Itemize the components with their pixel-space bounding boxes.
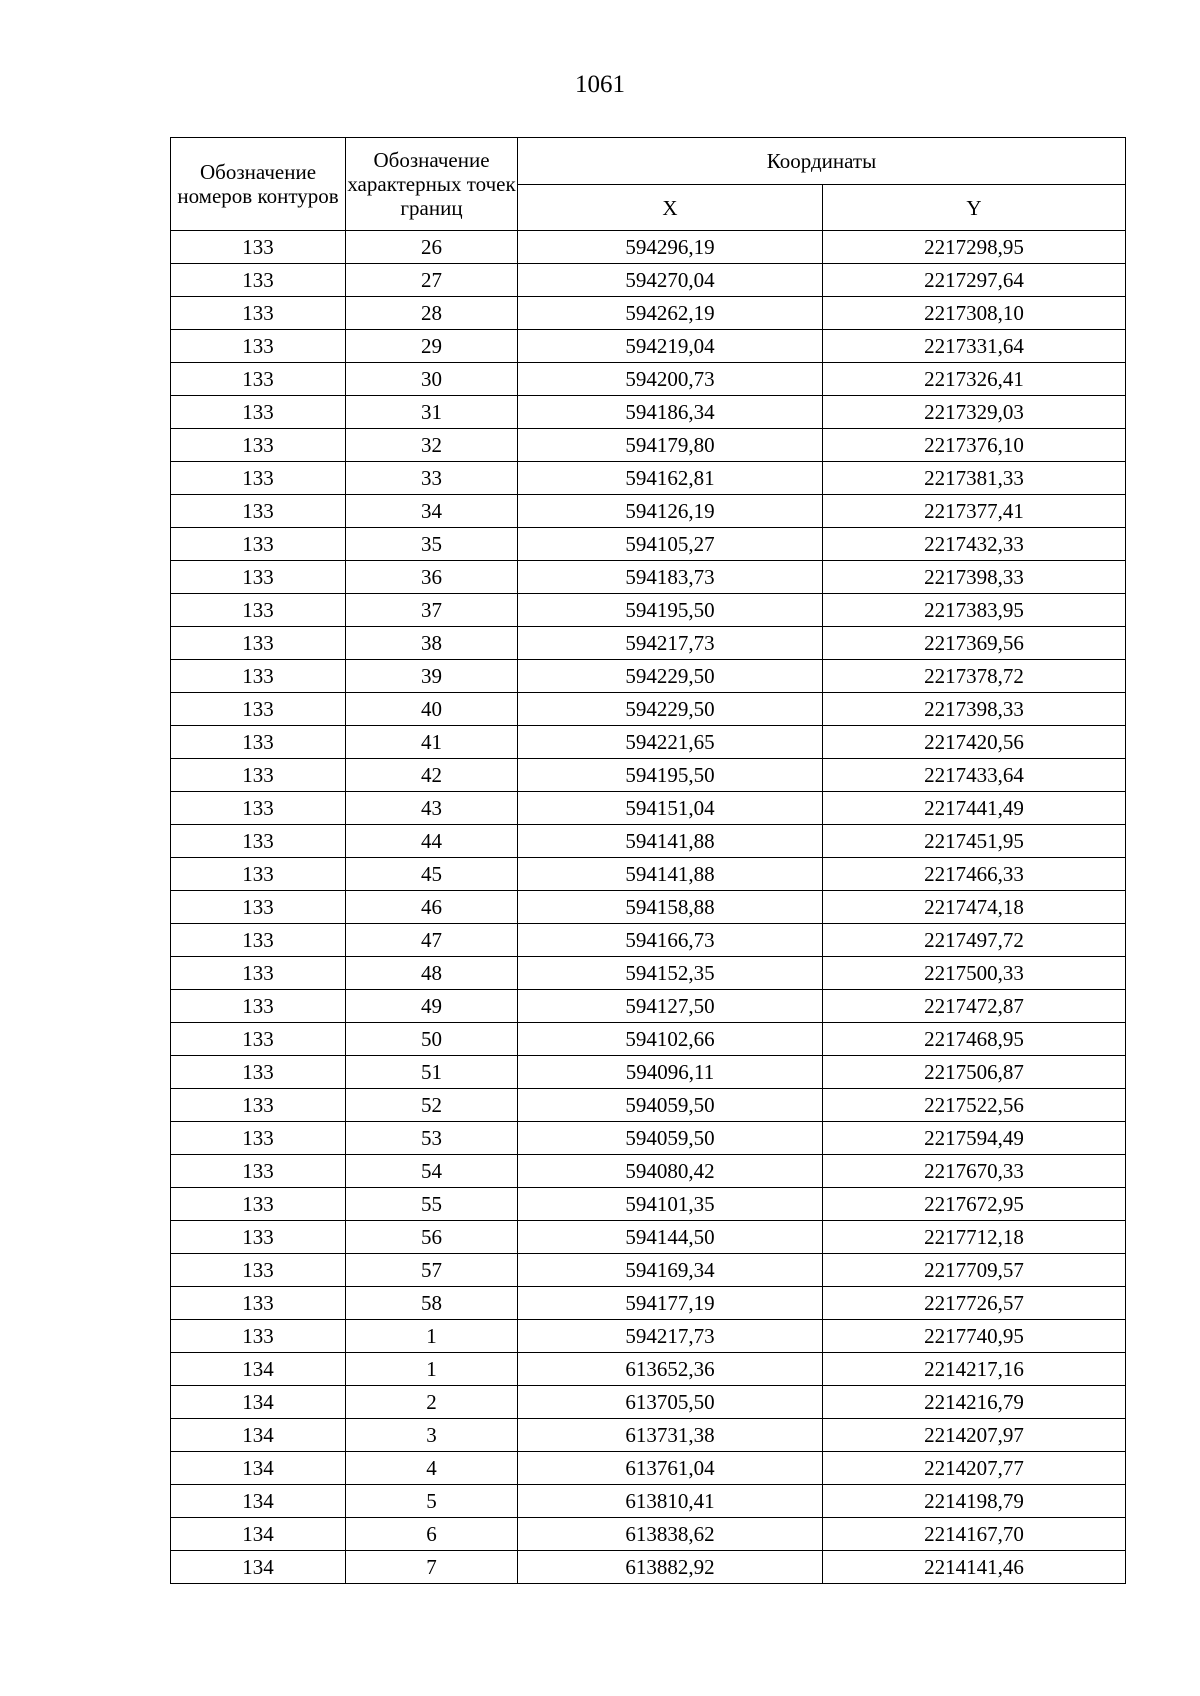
point-number-cell: 27: [346, 264, 518, 297]
x-coordinate-cell: 594059,50: [518, 1089, 823, 1122]
contour-number-cell: 133: [171, 924, 346, 957]
contour-number-cell: 133: [171, 363, 346, 396]
table-row: [171, 759, 1126, 792]
table-row: [171, 990, 1126, 1023]
x-coordinate-cell: 594105,27: [518, 528, 823, 561]
y-coordinate-cell: 2217740,95: [823, 1320, 1126, 1353]
point-number-cell: 36: [346, 561, 518, 594]
x-coordinate-cell: 594126,19: [518, 495, 823, 528]
x-coordinate-cell: 594141,88: [518, 825, 823, 858]
point-number-cell: 54: [346, 1155, 518, 1188]
point-number-cell: 50: [346, 1023, 518, 1056]
table-row: [171, 1155, 1126, 1188]
y-coordinate-cell: 2217500,33: [823, 957, 1126, 990]
x-coordinate-cell: 594151,04: [518, 792, 823, 825]
contour-number-cell: 133: [171, 297, 346, 330]
x-coordinate-cell: 594200,73: [518, 363, 823, 396]
x-coordinate-cell: 613761,04: [518, 1452, 823, 1485]
table-row: [171, 429, 1126, 462]
contour-number-cell: 133: [171, 1023, 346, 1056]
point-number-cell: 38: [346, 627, 518, 660]
contour-number-cell: 134: [171, 1551, 346, 1584]
contour-number-cell: 133: [171, 792, 346, 825]
contour-number-cell: 134: [171, 1485, 346, 1518]
point-number-cell: 57: [346, 1254, 518, 1287]
y-coordinate-cell: 2217468,95: [823, 1023, 1126, 1056]
point-number-cell: 34: [346, 495, 518, 528]
point-number-cell: 40: [346, 693, 518, 726]
contour-number-cell: 134: [171, 1518, 346, 1551]
contour-number-cell: 133: [171, 264, 346, 297]
header-y: Y: [823, 185, 1126, 231]
table-body: [171, 231, 1126, 1584]
table-row: [171, 693, 1126, 726]
table-row: [171, 363, 1126, 396]
y-coordinate-cell: 2214207,77: [823, 1452, 1126, 1485]
point-number-cell: 30: [346, 363, 518, 396]
point-number-cell: 39: [346, 660, 518, 693]
y-coordinate-cell: 2217378,72: [823, 660, 1126, 693]
point-number-cell: 32: [346, 429, 518, 462]
x-coordinate-cell: 594096,11: [518, 1056, 823, 1089]
table-row: [171, 957, 1126, 990]
x-coordinate-cell: 613810,41: [518, 1485, 823, 1518]
contour-number-cell: 133: [171, 825, 346, 858]
x-coordinate-cell: 594229,50: [518, 693, 823, 726]
x-coordinate-cell: 613731,38: [518, 1419, 823, 1452]
y-coordinate-cell: 2217522,56: [823, 1089, 1126, 1122]
x-coordinate-cell: 594179,80: [518, 429, 823, 462]
contour-number-cell: 133: [171, 1320, 346, 1353]
y-coordinate-cell: 2217451,95: [823, 825, 1126, 858]
x-coordinate-cell: 594221,65: [518, 726, 823, 759]
contour-number-cell: 133: [171, 561, 346, 594]
point-number-cell: 37: [346, 594, 518, 627]
y-coordinate-cell: 2217308,10: [823, 297, 1126, 330]
point-number-cell: 48: [346, 957, 518, 990]
contour-number-cell: 134: [171, 1452, 346, 1485]
table-row: [171, 1023, 1126, 1056]
table-row: [171, 495, 1126, 528]
point-number-cell: 6: [346, 1518, 518, 1551]
contour-number-cell: 133: [171, 1155, 346, 1188]
y-coordinate-cell: 2214141,46: [823, 1551, 1126, 1584]
table-row: [171, 231, 1126, 264]
contour-number-cell: 133: [171, 1122, 346, 1155]
header-coordinates: Координаты: [518, 138, 1126, 185]
table-row: [171, 1287, 1126, 1320]
contour-number-cell: 133: [171, 231, 346, 264]
y-coordinate-cell: 2217432,33: [823, 528, 1126, 561]
x-coordinate-cell: 613838,62: [518, 1518, 823, 1551]
table-row: [171, 1419, 1126, 1452]
table-row: [171, 1551, 1126, 1584]
point-number-cell: 53: [346, 1122, 518, 1155]
x-coordinate-cell: 613882,92: [518, 1551, 823, 1584]
table-row: [171, 1056, 1126, 1089]
y-coordinate-cell: 2217594,49: [823, 1122, 1126, 1155]
contour-number-cell: 133: [171, 462, 346, 495]
table-row: [171, 1320, 1126, 1353]
y-coordinate-cell: 2217377,41: [823, 495, 1126, 528]
point-number-cell: 43: [346, 792, 518, 825]
table-row: [171, 297, 1126, 330]
table-row: [171, 1089, 1126, 1122]
table-row: [171, 1386, 1126, 1419]
y-coordinate-cell: 2214167,70: [823, 1518, 1126, 1551]
contour-number-cell: 133: [171, 660, 346, 693]
point-number-cell: 51: [346, 1056, 518, 1089]
header-contour-numbers: Обозначение номеров контуров: [171, 138, 346, 231]
table-row: [171, 594, 1126, 627]
x-coordinate-cell: 594177,19: [518, 1287, 823, 1320]
table-row: [171, 660, 1126, 693]
y-coordinate-cell: 2217383,95: [823, 594, 1126, 627]
table-row: [171, 462, 1126, 495]
y-coordinate-cell: 2217712,18: [823, 1221, 1126, 1254]
y-coordinate-cell: 2217329,03: [823, 396, 1126, 429]
x-coordinate-cell: 594152,35: [518, 957, 823, 990]
point-number-cell: 56: [346, 1221, 518, 1254]
y-coordinate-cell: 2217298,95: [823, 231, 1126, 264]
y-coordinate-cell: 2217398,33: [823, 561, 1126, 594]
x-coordinate-cell: 594296,19: [518, 231, 823, 264]
point-number-cell: 26: [346, 231, 518, 264]
y-coordinate-cell: 2217497,72: [823, 924, 1126, 957]
point-number-cell: 33: [346, 462, 518, 495]
table-row: [171, 528, 1126, 561]
y-coordinate-cell: 2214216,79: [823, 1386, 1126, 1419]
point-number-cell: 44: [346, 825, 518, 858]
coordinates-table: [170, 137, 1126, 1584]
point-number-cell: 41: [346, 726, 518, 759]
point-number-cell: 42: [346, 759, 518, 792]
x-coordinate-cell: 594102,66: [518, 1023, 823, 1056]
x-coordinate-cell: 594059,50: [518, 1122, 823, 1155]
table-row: [171, 1122, 1126, 1155]
x-coordinate-cell: 594127,50: [518, 990, 823, 1023]
table-row: [171, 891, 1126, 924]
x-coordinate-cell: 594158,88: [518, 891, 823, 924]
contour-number-cell: 133: [171, 891, 346, 924]
table-row: [171, 1353, 1126, 1386]
x-coordinate-cell: 594144,50: [518, 1221, 823, 1254]
contour-number-cell: 133: [171, 495, 346, 528]
x-coordinate-cell: 594262,19: [518, 297, 823, 330]
contour-number-cell: 133: [171, 594, 346, 627]
point-number-cell: 28: [346, 297, 518, 330]
contour-number-cell: 133: [171, 396, 346, 429]
point-number-cell: 49: [346, 990, 518, 1023]
x-coordinate-cell: 594195,50: [518, 594, 823, 627]
table-row: [171, 825, 1126, 858]
y-coordinate-cell: 2217297,64: [823, 264, 1126, 297]
table-row: [171, 1485, 1126, 1518]
x-coordinate-cell: 594217,73: [518, 1320, 823, 1353]
y-coordinate-cell: 2214198,79: [823, 1485, 1126, 1518]
x-coordinate-cell: 594141,88: [518, 858, 823, 891]
y-coordinate-cell: 2217670,33: [823, 1155, 1126, 1188]
table-row: [171, 627, 1126, 660]
point-number-cell: 4: [346, 1452, 518, 1485]
table-row: [171, 726, 1126, 759]
point-number-cell: 1: [346, 1320, 518, 1353]
point-number-cell: 58: [346, 1287, 518, 1320]
contour-number-cell: 133: [171, 1287, 346, 1320]
x-coordinate-cell: 594101,35: [518, 1188, 823, 1221]
x-coordinate-cell: 594166,73: [518, 924, 823, 957]
contour-number-cell: 133: [171, 1188, 346, 1221]
y-coordinate-cell: 2217472,87: [823, 990, 1126, 1023]
contour-number-cell: 133: [171, 1056, 346, 1089]
contour-number-cell: 133: [171, 528, 346, 561]
page-number: 1061: [575, 71, 625, 98]
contour-number-cell: 133: [171, 1254, 346, 1287]
table-row: [171, 1518, 1126, 1551]
y-coordinate-cell: 2217376,10: [823, 429, 1126, 462]
point-number-cell: 2: [346, 1386, 518, 1419]
table-header: [171, 138, 1126, 231]
x-coordinate-cell: 613705,50: [518, 1386, 823, 1419]
point-number-cell: 31: [346, 396, 518, 429]
header-x: X: [518, 185, 823, 231]
y-coordinate-cell: 2217433,64: [823, 759, 1126, 792]
table-row: [171, 1452, 1126, 1485]
point-number-cell: 1: [346, 1353, 518, 1386]
point-number-cell: 47: [346, 924, 518, 957]
point-number-cell: 3: [346, 1419, 518, 1452]
table-row: [171, 396, 1126, 429]
y-coordinate-cell: 2217506,87: [823, 1056, 1126, 1089]
y-coordinate-cell: 2217441,49: [823, 792, 1126, 825]
x-coordinate-cell: 594219,04: [518, 330, 823, 363]
point-number-cell: 5: [346, 1485, 518, 1518]
x-coordinate-cell: 594217,73: [518, 627, 823, 660]
contour-number-cell: 133: [171, 330, 346, 363]
x-coordinate-cell: 613652,36: [518, 1353, 823, 1386]
y-coordinate-cell: 2217331,64: [823, 330, 1126, 363]
table-row: [171, 792, 1126, 825]
contour-number-cell: 133: [171, 1221, 346, 1254]
contour-number-cell: 133: [171, 627, 346, 660]
header-boundary-points: Обозначение характерных точек границ: [346, 138, 518, 231]
contour-number-cell: 133: [171, 957, 346, 990]
table-row: [171, 1188, 1126, 1221]
y-coordinate-cell: 2217398,33: [823, 693, 1126, 726]
y-coordinate-cell: 2214207,97: [823, 1419, 1126, 1452]
y-coordinate-cell: 2217474,18: [823, 891, 1126, 924]
point-number-cell: 35: [346, 528, 518, 561]
point-number-cell: 7: [346, 1551, 518, 1584]
contour-number-cell: 133: [171, 759, 346, 792]
y-coordinate-cell: 2214217,16: [823, 1353, 1126, 1386]
table-row: [171, 561, 1126, 594]
x-coordinate-cell: 594169,34: [518, 1254, 823, 1287]
table-row: [171, 1221, 1126, 1254]
point-number-cell: 29: [346, 330, 518, 363]
point-number-cell: 46: [346, 891, 518, 924]
contour-number-cell: 134: [171, 1419, 346, 1452]
point-number-cell: 45: [346, 858, 518, 891]
point-number-cell: 52: [346, 1089, 518, 1122]
y-coordinate-cell: 2217726,57: [823, 1287, 1126, 1320]
point-number-cell: 55: [346, 1188, 518, 1221]
x-coordinate-cell: 594080,42: [518, 1155, 823, 1188]
y-coordinate-cell: 2217709,57: [823, 1254, 1126, 1287]
table-row: [171, 1254, 1126, 1287]
x-coordinate-cell: 594183,73: [518, 561, 823, 594]
contour-number-cell: 133: [171, 990, 346, 1023]
contour-number-cell: 133: [171, 429, 346, 462]
contour-number-cell: 133: [171, 858, 346, 891]
contour-number-cell: 133: [171, 1089, 346, 1122]
table-row: [171, 330, 1126, 363]
y-coordinate-cell: 2217369,56: [823, 627, 1126, 660]
contour-number-cell: 134: [171, 1386, 346, 1419]
contour-number-cell: 133: [171, 693, 346, 726]
table-row: [171, 924, 1126, 957]
table-row: [171, 858, 1126, 891]
x-coordinate-cell: 594270,04: [518, 264, 823, 297]
contour-number-cell: 134: [171, 1353, 346, 1386]
y-coordinate-cell: 2217381,33: [823, 462, 1126, 495]
y-coordinate-cell: 2217420,56: [823, 726, 1126, 759]
contour-number-cell: 133: [171, 726, 346, 759]
y-coordinate-cell: 2217466,33: [823, 858, 1126, 891]
x-coordinate-cell: 594229,50: [518, 660, 823, 693]
table-row: [171, 264, 1126, 297]
y-coordinate-cell: 2217672,95: [823, 1188, 1126, 1221]
y-coordinate-cell: 2217326,41: [823, 363, 1126, 396]
x-coordinate-cell: 594186,34: [518, 396, 823, 429]
x-coordinate-cell: 594162,81: [518, 462, 823, 495]
x-coordinate-cell: 594195,50: [518, 759, 823, 792]
